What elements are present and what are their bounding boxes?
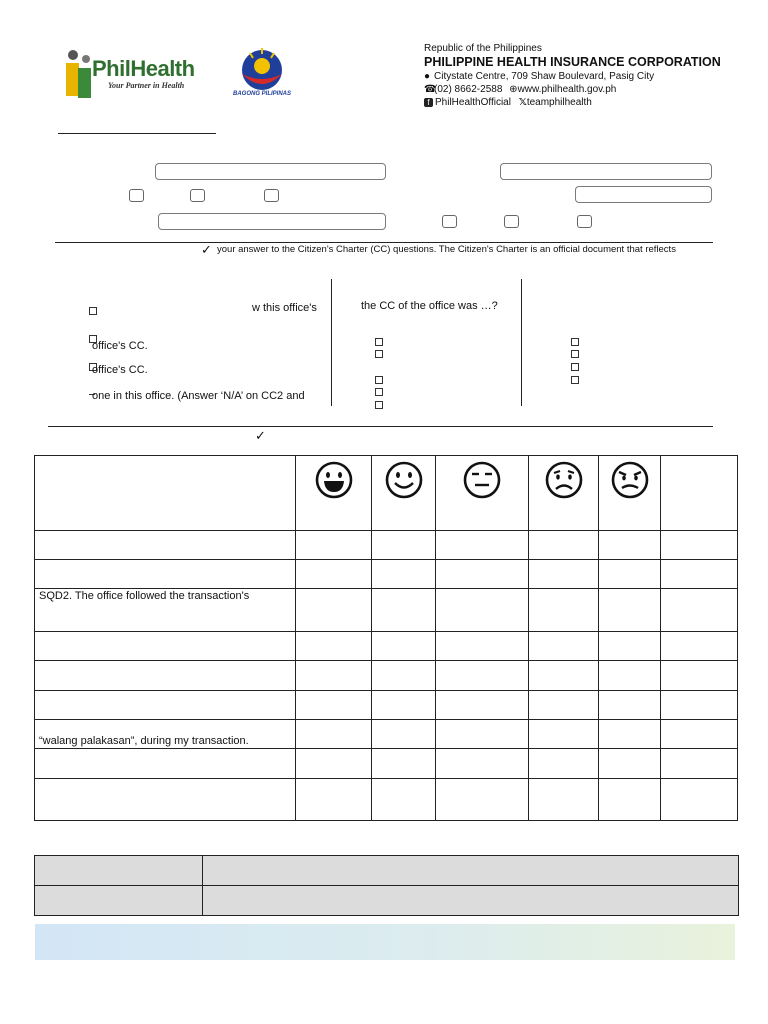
neutral-face-icon [462, 460, 502, 500]
sqd-cell[interactable] [661, 589, 738, 632]
agency-info [424, 42, 744, 109]
sqd-header-row [35, 456, 738, 531]
sqd-cell[interactable] [661, 632, 738, 661]
sqd-cell[interactable] [529, 691, 599, 720]
info-table [34, 855, 739, 916]
info-value-1[interactable] [203, 856, 739, 886]
smiling-face-icon [384, 460, 424, 500]
sqd-cell[interactable] [436, 560, 529, 589]
sqd-cell[interactable] [529, 531, 599, 560]
sqd-cell[interactable] [436, 779, 529, 821]
sqd-header-strongly-agree [296, 456, 372, 531]
philhealth-logo-text: PhilHealth [92, 56, 195, 81]
sqd-cell[interactable] [372, 720, 436, 749]
sqd-cell[interactable] [529, 749, 599, 779]
sqd-cell[interactable] [661, 531, 738, 560]
sqd-cell[interactable] [599, 779, 661, 821]
sqd-cell[interactable] [529, 632, 599, 661]
sqd-cell[interactable] [661, 661, 738, 691]
sqd-cell[interactable] [372, 661, 436, 691]
info-value-2[interactable] [203, 886, 739, 916]
cc1-option-1-box[interactable] [89, 307, 97, 315]
cc2-option-4-box[interactable] [375, 388, 383, 396]
sqd-cell[interactable] [372, 560, 436, 589]
corporation-name: PHILIPPINE HEALTH INSURANCE CORPORATION [424, 55, 721, 69]
phone-icon: ☎ [424, 84, 437, 95]
sqd-header-na [661, 456, 738, 531]
facebook-icon: f [424, 98, 433, 107]
sqd-header-disagree [529, 456, 599, 531]
sqd-cell[interactable] [599, 560, 661, 589]
sqd-cell[interactable] [436, 661, 529, 691]
cc3-option-3-box[interactable] [571, 363, 579, 371]
client-field-2[interactable] [500, 163, 712, 180]
sqd-question-8 [35, 779, 296, 821]
sqd-row-8 [35, 779, 738, 821]
location-pin-icon: ● [424, 71, 431, 82]
sqd-cell[interactable] [529, 720, 599, 749]
info-label-1 [35, 856, 203, 886]
cc3-option-1-box[interactable] [571, 338, 579, 346]
sqd-row-4 [35, 661, 738, 691]
info-row-1 [35, 856, 739, 886]
sqd-cell[interactable] [661, 749, 738, 779]
bagong-pilipinas-seal [232, 44, 292, 100]
client-checkbox-6[interactable] [577, 215, 592, 228]
sqd-cell[interactable] [529, 560, 599, 589]
client-checkbox-4[interactable] [442, 215, 457, 228]
sqd-cell[interactable] [372, 749, 436, 779]
sqd-question-0 [35, 531, 296, 560]
client-checkbox-2[interactable] [190, 189, 205, 202]
sqd-cell[interactable] [529, 779, 599, 821]
x-handle[interactable]: teamphilhealth [526, 97, 592, 108]
sqd-cell[interactable] [296, 560, 372, 589]
philhealth-logo [64, 48, 214, 100]
sqd-question-5 [35, 691, 296, 720]
cc-col-divider-2 [521, 279, 522, 406]
sqd-cell[interactable] [296, 589, 372, 632]
sqd-row-1 [35, 560, 738, 589]
bagong-pilipinas-seal-icon [232, 44, 292, 92]
sqd-cell[interactable] [529, 589, 599, 632]
sqd-cell[interactable] [372, 589, 436, 632]
phone-number: (02) 8662-2588 [434, 84, 503, 95]
sqd-cell[interactable] [436, 632, 529, 661]
seal-caption: BAGONG PILIPINAS [232, 91, 291, 97]
cc1-line-4: one in this office. (Answer ‘N/A’ on CC2 and [92, 390, 305, 402]
sqd-cell[interactable] [372, 691, 436, 720]
footer-banner [35, 924, 735, 960]
cc3-option-4-box[interactable] [571, 376, 579, 384]
sqd-cell[interactable] [296, 779, 372, 821]
contact-line [424, 83, 744, 96]
sqd-top-rule [48, 426, 713, 427]
sqd-cell[interactable] [661, 560, 738, 589]
sqd-cell[interactable] [296, 720, 372, 749]
cc2-option-5-box[interactable] [375, 401, 383, 409]
info-row-2 [35, 886, 739, 916]
cc1-line-3: office's CC. [92, 364, 148, 376]
cc-check-mark: ✓ [201, 242, 212, 257]
cc-col-divider-1 [331, 279, 332, 406]
sqd-cell[interactable] [529, 661, 599, 691]
sqd-cell[interactable] [599, 691, 661, 720]
sqd-cell[interactable] [599, 720, 661, 749]
frowning-face-icon [610, 460, 650, 500]
cc-top-rule [55, 242, 713, 243]
laughing-face-icon [314, 460, 354, 500]
sqd-header-question [35, 456, 296, 531]
sqd-question-3 [35, 632, 296, 661]
client-field-4[interactable] [158, 213, 386, 230]
sqd-row-6 [35, 720, 738, 749]
sqd-header-agree [372, 456, 436, 531]
sqd-cell[interactable] [296, 749, 372, 779]
philhealth-logo-icon [64, 48, 94, 100]
cc3-option-2-box[interactable] [571, 350, 579, 358]
sqd-header-strongly-disagree [599, 456, 661, 531]
worried-face-icon [544, 460, 584, 500]
sqd-cell[interactable] [599, 589, 661, 632]
cc2-option-2-box[interactable] [375, 350, 383, 358]
sqd-cell[interactable] [296, 632, 372, 661]
cc2-option-1-box[interactable] [375, 338, 383, 346]
sqd-cell[interactable] [436, 589, 529, 632]
cc2-header: the CC of the office was …? [361, 300, 498, 312]
philhealth-tagline: Your Partner in Health [108, 81, 185, 90]
sqd-cell[interactable] [661, 720, 738, 749]
client-field-3[interactable] [575, 186, 712, 203]
sqd-question-1 [35, 560, 296, 589]
sqd-question-4 [35, 661, 296, 691]
sqd-cell[interactable] [372, 779, 436, 821]
client-checkbox-3[interactable] [264, 189, 279, 202]
sqd-cell[interactable] [599, 661, 661, 691]
sqd-row-5 [35, 691, 738, 720]
sqd-table [34, 455, 738, 821]
sqd-cell[interactable] [661, 691, 738, 720]
globe-icon: ⊕ [509, 84, 518, 95]
sqd-check-mark: ✓ [255, 428, 266, 443]
sqd-cell[interactable] [599, 749, 661, 779]
sqd-cell[interactable] [661, 779, 738, 821]
sqd-question-7 [35, 749, 296, 779]
social-line [424, 96, 744, 109]
client-checkbox-1[interactable] [129, 189, 144, 202]
sqd-cell[interactable] [599, 531, 661, 560]
client-field-1[interactable] [155, 163, 386, 180]
facebook-handle[interactable]: PhilHealthOfficial [435, 97, 511, 108]
republic-label: Republic of the Philippines [424, 43, 542, 54]
sqd-cell[interactable] [296, 531, 372, 560]
sqd-cell[interactable] [296, 691, 372, 720]
sqd-cell[interactable] [436, 531, 529, 560]
sqd-cell[interactable] [436, 720, 529, 749]
cc1-line-1: w this office's [252, 302, 317, 314]
sqd-cell[interactable] [296, 661, 372, 691]
sqd-question-2: SQD2. The office followed the transaction's [35, 589, 296, 632]
cc1-line-2: office's CC. [92, 340, 148, 352]
sqd-cell[interactable] [436, 749, 529, 779]
cc-instruction: your answer to the Citizen's Charter (CC) questions. The Citizen's Charter is an official document that reflects [217, 244, 676, 255]
sqd-cell[interactable] [599, 632, 661, 661]
sqd-row-3 [35, 632, 738, 661]
sqd-row-2 [35, 589, 738, 632]
x-icon: 𝕏 [518, 97, 527, 108]
info-label-2 [35, 886, 203, 916]
sqd-cell[interactable] [436, 691, 529, 720]
website-link[interactable]: www.philhealth.gov.ph [517, 84, 617, 95]
sqd-cell[interactable] [372, 632, 436, 661]
cc2-option-3-box[interactable] [375, 376, 383, 384]
sqd-cell[interactable] [372, 531, 436, 560]
client-checkbox-5[interactable] [504, 215, 519, 228]
sqd-header-neutral [436, 456, 529, 531]
sqd-row-7 [35, 749, 738, 779]
sqd-question-6: “walang palakasan”, during my transaction. [35, 720, 296, 749]
sqd-row-0 [35, 531, 738, 560]
address-line: ● Citystate Centre, 709 Shaw Boulevard, Pasig City [424, 71, 655, 82]
title-underline [58, 133, 216, 134]
